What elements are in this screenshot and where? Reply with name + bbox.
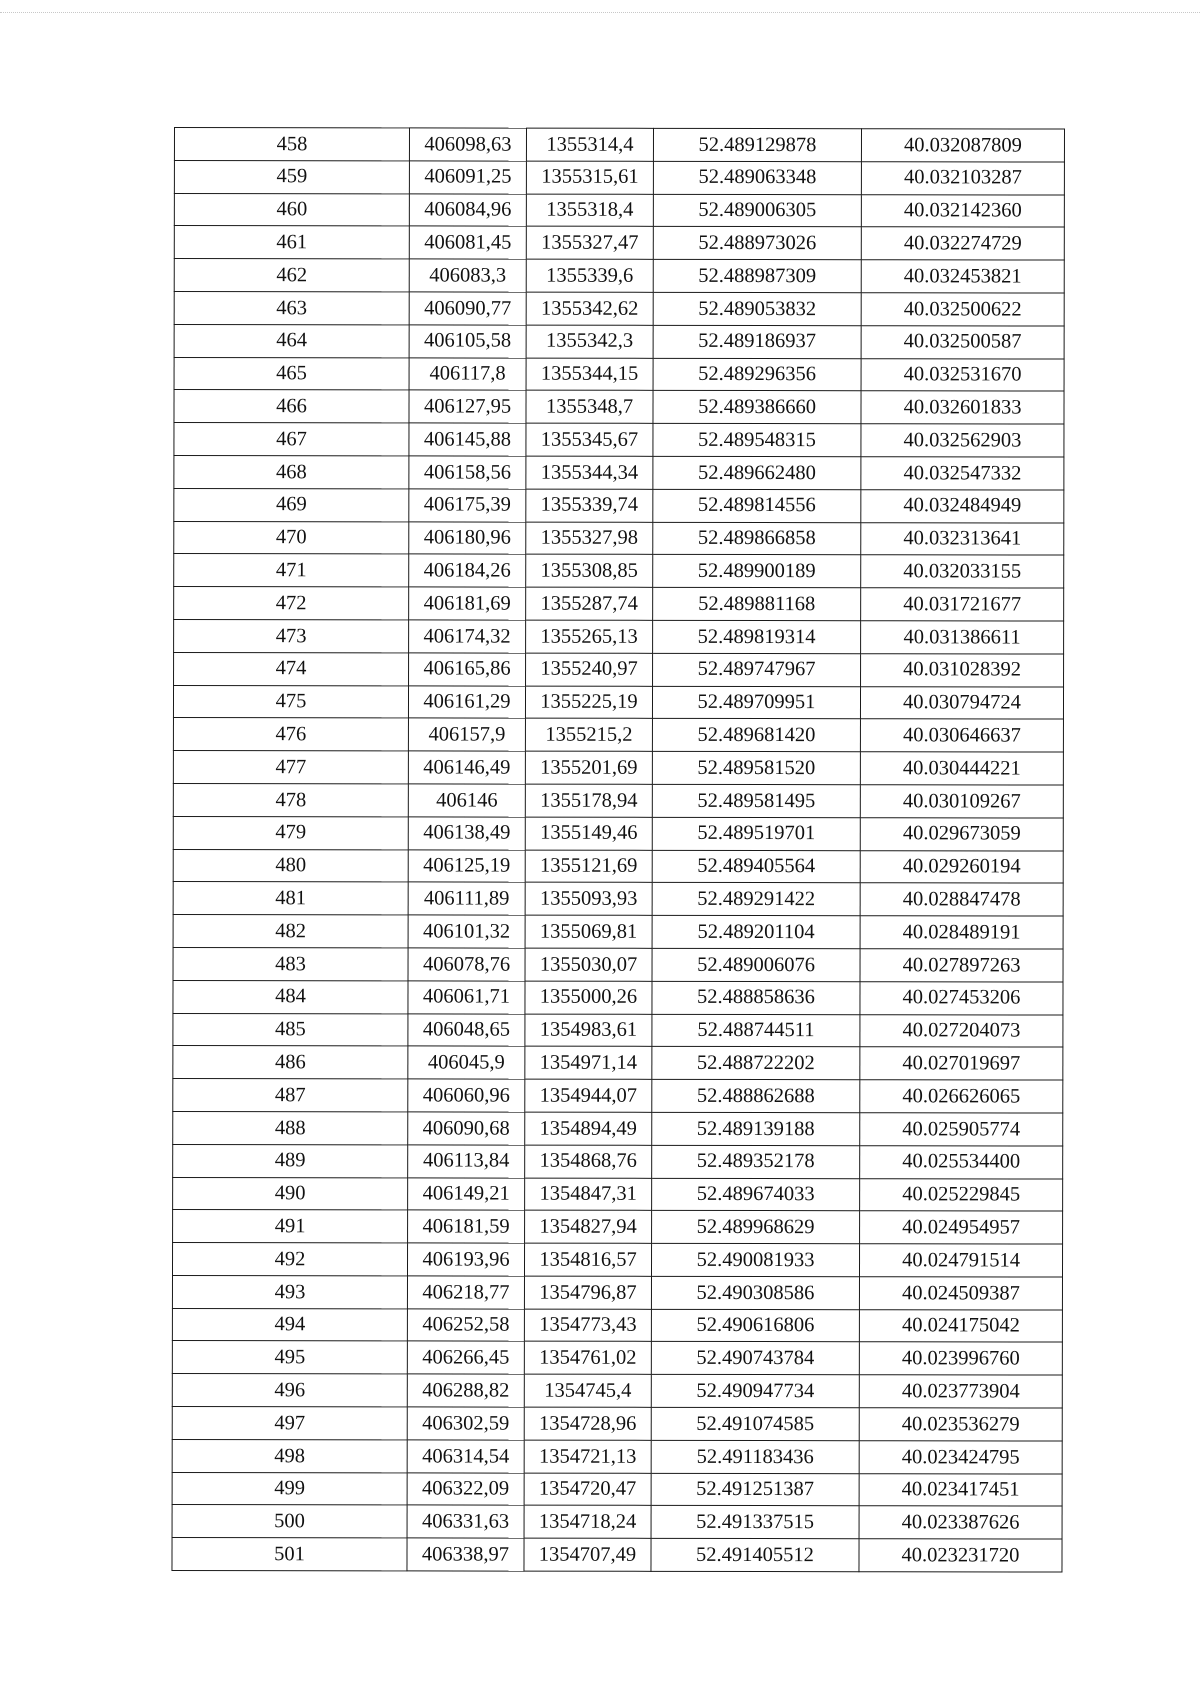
latitude-cell: 52.488987309 — [653, 260, 861, 293]
x-coordinate-cell: 406146 — [408, 784, 525, 817]
longitude-cell: 40.026626065 — [860, 1080, 1063, 1113]
table-row — [174, 160, 1064, 194]
longitude-cell: 40.031386611 — [861, 621, 1064, 654]
table-row — [173, 718, 1063, 752]
point-number-cell: 465 — [174, 357, 409, 390]
table-row — [173, 783, 1063, 817]
longitude-cell: 40.032601833 — [861, 391, 1064, 424]
y-coordinate-cell: 1355344,15 — [526, 358, 653, 391]
table-row — [174, 390, 1064, 424]
table-row — [174, 587, 1064, 621]
longitude-cell: 40.031028392 — [861, 653, 1064, 686]
point-number-cell: 488 — [173, 1111, 408, 1144]
coordinate-table-body — [172, 128, 1065, 1573]
y-coordinate-cell: 1354983,61 — [525, 1014, 652, 1047]
table-row — [174, 324, 1064, 358]
longitude-cell: 40.024175042 — [859, 1309, 1062, 1342]
y-coordinate-cell: 1355344,34 — [526, 456, 653, 489]
longitude-cell: 40.024791514 — [859, 1244, 1062, 1277]
point-number-cell: 478 — [173, 783, 408, 816]
latitude-cell: 52.489681420 — [652, 719, 860, 752]
y-coordinate-cell: 1354894,49 — [525, 1112, 652, 1145]
table-row — [172, 1538, 1062, 1572]
latitude-cell: 52.489968629 — [652, 1211, 860, 1244]
x-coordinate-cell: 406218,77 — [407, 1276, 524, 1309]
longitude-cell: 40.032142360 — [861, 194, 1064, 227]
point-number-cell: 458 — [174, 128, 409, 161]
table-row — [173, 751, 1063, 785]
point-number-cell: 491 — [173, 1210, 408, 1243]
latitude-cell: 52.489519701 — [652, 817, 860, 850]
longitude-cell: 40.028489191 — [860, 916, 1063, 949]
longitude-cell: 40.032087809 — [861, 129, 1064, 162]
table-row — [174, 455, 1064, 489]
table-row — [174, 226, 1064, 260]
y-coordinate-cell: 1354868,76 — [525, 1145, 652, 1178]
latitude-cell: 52.489063348 — [653, 161, 861, 194]
y-coordinate-cell: 1355314,4 — [526, 128, 653, 161]
latitude-cell: 52.489053832 — [653, 292, 861, 325]
point-number-cell: 494 — [172, 1308, 407, 1341]
longitude-cell: 40.023417451 — [859, 1473, 1062, 1506]
point-number-cell: 467 — [174, 423, 409, 456]
longitude-cell: 40.031721677 — [861, 588, 1064, 621]
x-coordinate-cell: 406090,77 — [409, 292, 526, 325]
point-number-cell: 493 — [172, 1275, 407, 1308]
point-number-cell: 497 — [172, 1407, 407, 1440]
latitude-cell: 52.490616806 — [651, 1309, 859, 1342]
point-number-cell: 481 — [173, 882, 408, 915]
x-coordinate-cell: 406113,84 — [408, 1145, 525, 1178]
latitude-cell: 52.491337515 — [651, 1506, 859, 1539]
latitude-cell: 52.489581495 — [652, 784, 860, 817]
latitude-cell: 52.489201104 — [652, 915, 860, 948]
y-coordinate-cell: 1355000,26 — [525, 981, 652, 1014]
x-coordinate-cell: 406165,86 — [409, 653, 526, 686]
latitude-cell: 52.489709951 — [652, 686, 860, 719]
y-coordinate-cell: 1355201,69 — [525, 751, 652, 784]
latitude-cell: 52.489581520 — [652, 751, 860, 784]
point-number-cell: 463 — [174, 291, 409, 324]
longitude-cell: 40.029673059 — [860, 817, 1063, 850]
longitude-cell: 40.027453206 — [860, 981, 1063, 1014]
longitude-cell: 40.023536279 — [859, 1408, 1062, 1441]
point-number-cell: 489 — [173, 1144, 408, 1177]
table-row — [174, 259, 1064, 293]
table-row — [172, 1341, 1062, 1375]
x-coordinate-cell: 406338,97 — [407, 1538, 524, 1571]
longitude-cell: 40.032547332 — [861, 457, 1064, 490]
x-coordinate-cell: 406181,59 — [408, 1210, 525, 1243]
point-number-cell: 498 — [172, 1439, 407, 1472]
latitude-cell: 52.489352178 — [652, 1145, 860, 1178]
table-row — [173, 1079, 1063, 1113]
latitude-cell: 52.489814556 — [653, 489, 861, 522]
x-coordinate-cell: 406288,82 — [407, 1374, 524, 1407]
y-coordinate-cell: 1355178,94 — [525, 784, 652, 817]
latitude-cell: 52.490081933 — [651, 1243, 859, 1276]
y-coordinate-cell: 1355339,6 — [526, 259, 653, 292]
y-coordinate-cell: 1355030,07 — [525, 948, 652, 981]
x-coordinate-cell: 406175,39 — [409, 489, 526, 522]
y-coordinate-cell: 1355327,47 — [526, 227, 653, 260]
table-row — [173, 980, 1063, 1014]
x-coordinate-cell: 406084,96 — [409, 194, 526, 227]
point-number-cell: 487 — [173, 1079, 408, 1112]
longitude-cell: 40.030109267 — [860, 785, 1063, 818]
y-coordinate-cell: 1355348,7 — [526, 390, 653, 423]
table-row — [174, 423, 1064, 457]
x-coordinate-cell: 406193,96 — [407, 1243, 524, 1276]
longitude-cell: 40.023231720 — [859, 1539, 1062, 1572]
x-coordinate-cell: 406180,96 — [409, 521, 526, 554]
x-coordinate-cell: 406083,3 — [409, 259, 526, 292]
y-coordinate-cell: 1355121,69 — [525, 850, 652, 883]
y-coordinate-cell: 1354816,57 — [524, 1243, 651, 1276]
table-row — [172, 1439, 1062, 1473]
table-row — [173, 849, 1063, 883]
y-coordinate-cell: 1355149,46 — [525, 817, 652, 850]
point-number-cell: 490 — [173, 1177, 408, 1210]
point-number-cell: 480 — [173, 849, 408, 882]
longitude-cell: 40.024954957 — [860, 1211, 1063, 1244]
y-coordinate-cell: 1355240,97 — [526, 653, 653, 686]
table-row — [173, 1046, 1063, 1080]
y-coordinate-cell: 1355215,2 — [525, 718, 652, 751]
longitude-cell: 40.023387626 — [859, 1506, 1062, 1539]
x-coordinate-cell: 406138,49 — [408, 817, 525, 850]
x-coordinate-cell: 406184,26 — [409, 554, 526, 587]
table-row — [173, 816, 1063, 850]
longitude-cell: 40.032103287 — [861, 161, 1064, 194]
x-coordinate-cell: 406145,88 — [409, 423, 526, 456]
longitude-cell: 40.032274729 — [861, 227, 1064, 260]
y-coordinate-cell: 1355069,81 — [525, 915, 652, 948]
point-number-cell: 475 — [173, 685, 408, 718]
point-number-cell: 476 — [173, 718, 408, 751]
table-row — [172, 1275, 1062, 1309]
x-coordinate-cell: 406314,54 — [407, 1440, 524, 1473]
latitude-cell: 52.488973026 — [653, 227, 861, 260]
point-number-cell: 482 — [173, 915, 408, 948]
latitude-cell: 52.489747967 — [653, 653, 861, 686]
y-coordinate-cell: 1354707,49 — [524, 1538, 651, 1571]
point-number-cell: 492 — [172, 1243, 407, 1276]
latitude-cell: 52.489819314 — [653, 620, 861, 653]
latitude-cell: 52.489129878 — [653, 128, 861, 161]
y-coordinate-cell: 1355315,61 — [526, 161, 653, 194]
x-coordinate-cell: 406157,9 — [408, 718, 525, 751]
y-coordinate-cell: 1354827,94 — [525, 1210, 652, 1243]
y-coordinate-cell: 1355342,3 — [526, 325, 653, 358]
x-coordinate-cell: 406061,71 — [408, 981, 525, 1014]
x-coordinate-cell: 406091,25 — [409, 161, 526, 194]
y-coordinate-cell: 1354773,43 — [524, 1309, 651, 1342]
x-coordinate-cell: 406322,09 — [407, 1473, 524, 1506]
x-coordinate-cell: 406101,32 — [408, 915, 525, 948]
point-number-cell: 459 — [174, 160, 409, 193]
table-row — [172, 1308, 1062, 1342]
longitude-cell: 40.029260194 — [860, 850, 1063, 883]
longitude-cell: 40.024509387 — [859, 1277, 1062, 1310]
latitude-cell: 52.491405512 — [651, 1539, 859, 1572]
longitude-cell: 40.032033155 — [861, 555, 1064, 588]
x-coordinate-cell: 406149,21 — [408, 1177, 525, 1210]
point-number-cell: 500 — [172, 1505, 407, 1538]
x-coordinate-cell: 406161,29 — [408, 685, 525, 718]
longitude-cell: 40.027204073 — [860, 1014, 1063, 1047]
point-number-cell: 483 — [173, 947, 408, 980]
longitude-cell: 40.032453821 — [861, 260, 1064, 293]
latitude-cell: 52.490947734 — [651, 1375, 859, 1408]
latitude-cell: 52.491251387 — [651, 1473, 859, 1506]
longitude-cell: 40.023996760 — [859, 1342, 1062, 1375]
point-number-cell: 462 — [174, 259, 409, 292]
table-row — [172, 1243, 1062, 1277]
table-row — [172, 1374, 1062, 1408]
latitude-cell: 52.489006076 — [652, 948, 860, 981]
point-number-cell: 461 — [174, 226, 409, 259]
y-coordinate-cell: 1354718,24 — [524, 1506, 651, 1539]
latitude-cell: 52.491183436 — [651, 1440, 859, 1473]
longitude-cell: 40.027897263 — [860, 949, 1063, 982]
y-coordinate-cell: 1354796,87 — [524, 1276, 651, 1309]
latitude-cell: 52.488862688 — [652, 1079, 860, 1112]
point-number-cell: 468 — [174, 455, 409, 488]
x-coordinate-cell: 406331,63 — [407, 1505, 524, 1538]
latitude-cell: 52.489139188 — [652, 1112, 860, 1145]
table-row — [174, 357, 1064, 391]
latitude-cell: 52.488722202 — [652, 1047, 860, 1080]
longitude-cell: 40.032313641 — [861, 522, 1064, 555]
latitude-cell: 52.489900189 — [653, 555, 861, 588]
table-row — [173, 1210, 1063, 1244]
x-coordinate-cell: 406105,58 — [409, 325, 526, 358]
point-number-cell: 460 — [174, 193, 409, 226]
longitude-cell: 40.023773904 — [859, 1375, 1062, 1408]
longitude-cell: 40.025905774 — [860, 1113, 1063, 1146]
longitude-cell: 40.032562903 — [861, 424, 1064, 457]
table-row — [172, 1472, 1062, 1506]
table-row — [174, 128, 1064, 162]
table-row — [174, 291, 1064, 325]
x-coordinate-cell: 406078,76 — [408, 948, 525, 981]
x-coordinate-cell: 406266,45 — [407, 1341, 524, 1374]
longitude-cell: 40.027019697 — [860, 1047, 1063, 1080]
table-row — [174, 521, 1064, 555]
latitude-cell: 52.490308586 — [651, 1276, 859, 1309]
point-number-cell: 471 — [174, 554, 409, 587]
y-coordinate-cell: 1355225,19 — [525, 686, 652, 719]
point-number-cell: 486 — [173, 1046, 408, 1079]
table-row — [174, 193, 1064, 227]
point-number-cell: 484 — [173, 980, 408, 1013]
point-number-cell: 495 — [172, 1341, 407, 1374]
x-coordinate-cell: 406158,56 — [409, 456, 526, 489]
x-coordinate-cell: 406048,65 — [408, 1013, 525, 1046]
x-coordinate-cell: 406125,19 — [408, 849, 525, 882]
y-coordinate-cell: 1355093,93 — [525, 882, 652, 915]
point-number-cell: 470 — [174, 521, 409, 554]
latitude-cell: 52.488858636 — [652, 981, 860, 1014]
table-row — [173, 685, 1063, 719]
longitude-cell: 40.032500622 — [861, 293, 1064, 326]
latitude-cell: 52.489405564 — [652, 850, 860, 883]
latitude-cell: 52.489866858 — [653, 522, 861, 555]
longitude-cell: 40.025229845 — [860, 1178, 1063, 1211]
table-row — [172, 1407, 1062, 1441]
y-coordinate-cell: 1354761,02 — [524, 1342, 651, 1375]
table-row — [174, 619, 1064, 653]
y-coordinate-cell: 1354847,31 — [525, 1178, 652, 1211]
table-row — [174, 554, 1064, 588]
x-coordinate-cell: 406302,59 — [407, 1407, 524, 1440]
longitude-cell: 40.032484949 — [861, 489, 1064, 522]
x-coordinate-cell: 406127,95 — [409, 390, 526, 423]
longitude-cell: 40.028847478 — [860, 883, 1063, 916]
x-coordinate-cell: 406117,8 — [409, 357, 526, 390]
table-row — [172, 1505, 1062, 1539]
coordinate-table — [171, 127, 1065, 1573]
y-coordinate-cell: 1354728,96 — [524, 1407, 651, 1440]
point-number-cell: 477 — [173, 751, 408, 784]
point-number-cell: 474 — [174, 652, 409, 685]
point-number-cell: 473 — [174, 619, 409, 652]
longitude-cell: 40.032500587 — [861, 325, 1064, 358]
table-row — [173, 1144, 1063, 1178]
table-row — [173, 915, 1063, 949]
y-coordinate-cell: 1354720,47 — [524, 1473, 651, 1506]
table-row — [173, 1013, 1063, 1047]
point-number-cell: 472 — [174, 587, 409, 620]
latitude-cell: 52.489186937 — [653, 325, 861, 358]
x-coordinate-cell: 406181,69 — [409, 587, 526, 620]
x-coordinate-cell: 406174,32 — [409, 620, 526, 653]
latitude-cell: 52.489674033 — [652, 1178, 860, 1211]
y-coordinate-cell: 1355308,85 — [526, 554, 653, 587]
y-coordinate-cell: 1355265,13 — [526, 620, 653, 653]
y-coordinate-cell: 1354944,07 — [525, 1079, 652, 1112]
latitude-cell: 52.489662480 — [653, 456, 861, 489]
point-number-cell: 485 — [173, 1013, 408, 1046]
table-row — [173, 882, 1063, 916]
y-coordinate-cell: 1354745,4 — [524, 1374, 651, 1407]
latitude-cell: 52.488744511 — [652, 1014, 860, 1047]
point-number-cell: 466 — [174, 390, 409, 423]
x-coordinate-cell: 406098,63 — [409, 128, 526, 161]
y-coordinate-cell: 1355318,4 — [526, 194, 653, 227]
longitude-cell: 40.025534400 — [860, 1145, 1063, 1178]
longitude-cell: 40.032531670 — [861, 358, 1064, 391]
x-coordinate-cell: 406081,45 — [409, 226, 526, 259]
y-coordinate-cell: 1354721,13 — [524, 1440, 651, 1473]
latitude-cell: 52.489548315 — [653, 424, 861, 457]
latitude-cell: 52.489386660 — [653, 391, 861, 424]
x-coordinate-cell: 406111,89 — [408, 882, 525, 915]
latitude-cell: 52.489006305 — [653, 194, 861, 227]
longitude-cell: 40.030444221 — [860, 752, 1063, 785]
latitude-cell: 52.489291422 — [652, 883, 860, 916]
y-coordinate-cell: 1355345,67 — [526, 423, 653, 456]
scan-top-edge — [0, 12, 1200, 13]
longitude-cell: 40.030794724 — [860, 686, 1063, 719]
y-coordinate-cell: 1355342,62 — [526, 292, 653, 325]
point-number-cell: 469 — [174, 488, 409, 521]
latitude-cell: 52.490743784 — [651, 1342, 859, 1375]
table-row — [174, 652, 1064, 686]
longitude-cell: 40.030646637 — [860, 719, 1063, 752]
y-coordinate-cell: 1355339,74 — [526, 489, 653, 522]
table-row — [173, 1111, 1063, 1145]
x-coordinate-cell: 406090,68 — [408, 1112, 525, 1145]
table-row — [173, 1177, 1063, 1211]
table-row — [174, 488, 1064, 522]
y-coordinate-cell: 1354971,14 — [525, 1046, 652, 1079]
x-coordinate-cell: 406060,96 — [408, 1079, 525, 1112]
y-coordinate-cell: 1355327,98 — [526, 522, 653, 555]
point-number-cell: 499 — [172, 1472, 407, 1505]
longitude-cell: 40.023424795 — [859, 1441, 1062, 1474]
x-coordinate-cell: 406146,49 — [408, 751, 525, 784]
latitude-cell: 52.489296356 — [653, 358, 861, 391]
y-coordinate-cell: 1355287,74 — [526, 587, 653, 620]
point-number-cell: 479 — [173, 816, 408, 849]
point-number-cell: 464 — [174, 324, 409, 357]
latitude-cell: 52.489881168 — [653, 587, 861, 620]
table-row — [173, 947, 1063, 981]
point-number-cell: 501 — [172, 1538, 407, 1571]
point-number-cell: 496 — [172, 1374, 407, 1407]
x-coordinate-cell: 406045,9 — [408, 1046, 525, 1079]
latitude-cell: 52.491074585 — [651, 1407, 859, 1440]
x-coordinate-cell: 406252,58 — [407, 1309, 524, 1342]
